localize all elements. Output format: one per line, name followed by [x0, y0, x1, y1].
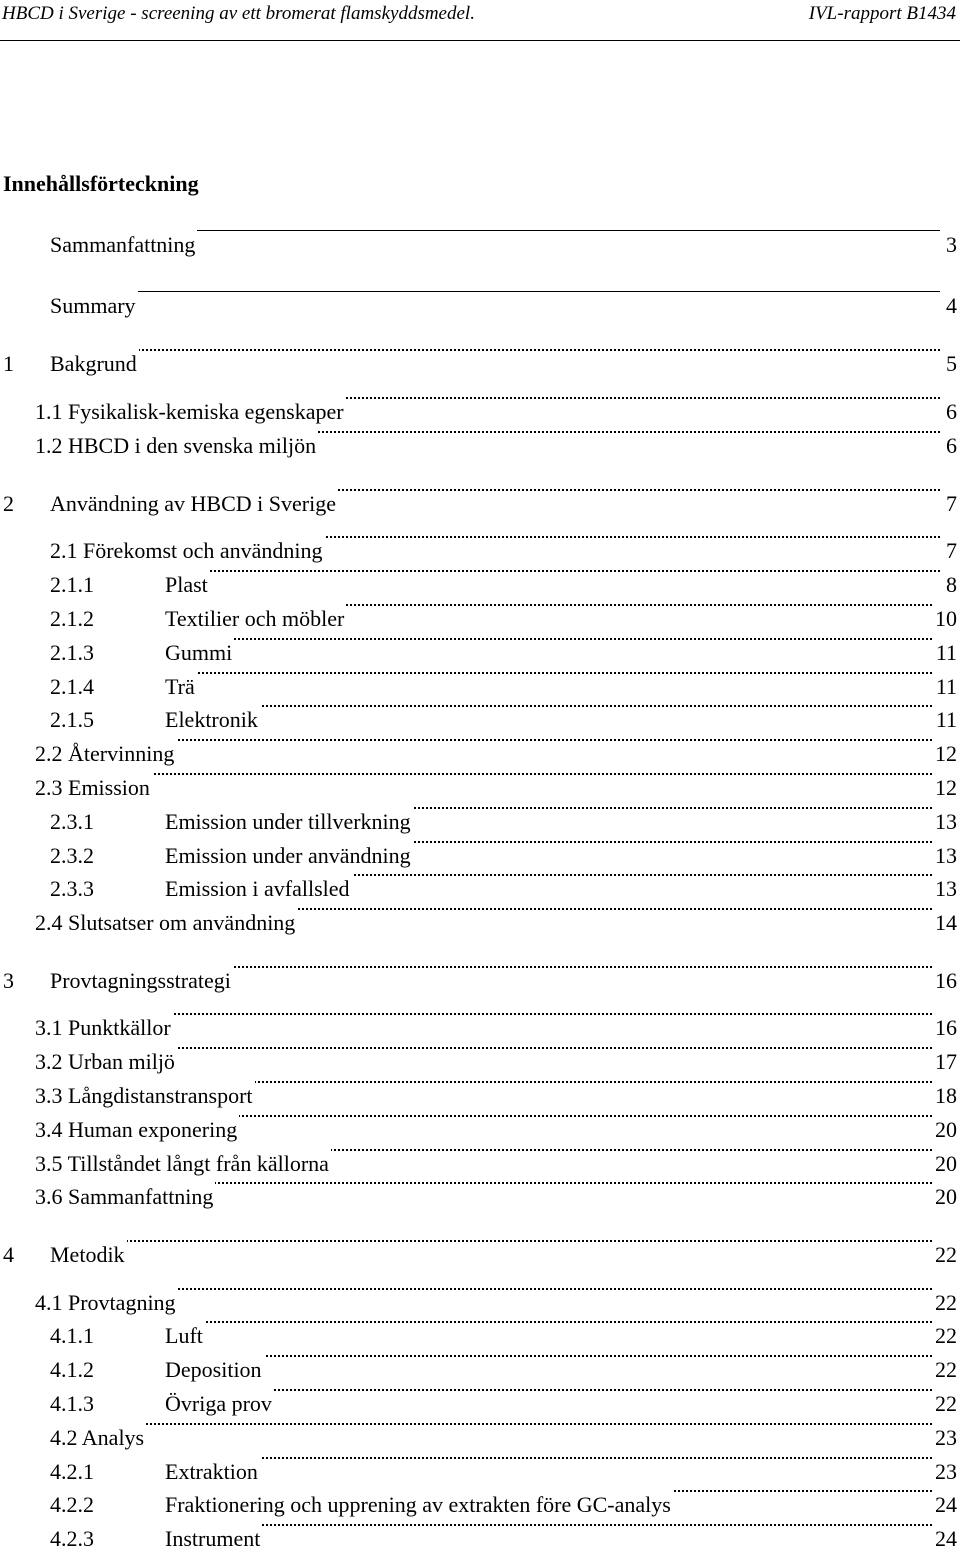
- toc-entry-page: 14: [933, 908, 957, 938]
- toc-entry-page: 6: [944, 397, 957, 427]
- toc-entry-title: Elektronik: [165, 705, 260, 735]
- toc-entry-title: Extraktion: [165, 1457, 260, 1487]
- header-report-number: IVL-rapport B1434: [808, 3, 956, 24]
- toc-entry-title: Sammanfattning: [50, 230, 197, 260]
- toc-entry[interactable]: [0, 1288, 960, 1318]
- toc-entry-page: 13: [933, 807, 957, 837]
- toc-entry[interactable]: [0, 841, 960, 871]
- toc-entry-page: 20: [933, 1182, 957, 1212]
- toc-entry-page: 22: [933, 1240, 957, 1270]
- toc-leader: [165, 638, 940, 640]
- toc-entry-page: 6: [944, 431, 957, 461]
- toc-entry-page: 22: [933, 1389, 957, 1419]
- toc-entry-number: 4.1.2: [50, 1357, 94, 1382]
- toc-entry-title: 3.3 Långdistanstransport: [35, 1081, 255, 1111]
- toc-entry-title: Instrument: [165, 1524, 262, 1554]
- toc-entry-title: Övriga prov: [165, 1389, 274, 1419]
- toc-entry-number: 2.1.2: [50, 606, 94, 631]
- toc-entry-page: 23: [933, 1423, 957, 1453]
- toc-entry-page: 11: [934, 672, 957, 702]
- toc-entry[interactable]: [0, 1013, 960, 1043]
- toc-entry-page: 12: [933, 739, 957, 769]
- toc-entry-title: Gummi: [165, 638, 234, 668]
- toc-entry-page: 18: [933, 1081, 957, 1111]
- toc-entry[interactable]: [0, 1355, 960, 1385]
- toc-entry-page: 5: [944, 349, 957, 379]
- toc-entry[interactable]: [0, 1423, 960, 1453]
- toc-entry-page: 22: [933, 1288, 957, 1318]
- toc-entry-number: 4.1.1: [50, 1323, 94, 1348]
- toc-entry-number: 3: [3, 968, 14, 993]
- toc-leader: [165, 705, 940, 707]
- toc-entry[interactable]: [0, 908, 960, 938]
- toc-entry[interactable]: [0, 1115, 960, 1145]
- toc-entry[interactable]: [0, 807, 960, 837]
- toc-entry-title: Trä: [165, 672, 197, 702]
- toc-entry-title: 3.4 Human exponering: [35, 1115, 239, 1145]
- toc-entry-page: 20: [933, 1149, 957, 1179]
- toc-entry-page: 13: [933, 841, 957, 871]
- toc-entry-title: 2.4 Slutsatser om användning: [35, 908, 297, 938]
- toc-entry[interactable]: [0, 1081, 960, 1111]
- toc-entry-title: 4.1 Provtagning: [35, 1288, 178, 1318]
- toc-entry-title: 3.1 Punktkällor: [35, 1013, 173, 1043]
- toc-entry[interactable]: [0, 397, 960, 427]
- toc-leader: [165, 672, 940, 674]
- toc-leader: [165, 1389, 940, 1391]
- toc-entry-number: 4.2.3: [50, 1526, 94, 1551]
- running-header: [0, 0, 960, 41]
- toc-entry[interactable]: [0, 739, 960, 769]
- toc-leader: [50, 1240, 940, 1242]
- toc-entry-page: 11: [934, 638, 957, 668]
- toc-entry[interactable]: [0, 1149, 960, 1179]
- toc-entry-number: 2.3.2: [50, 843, 94, 868]
- toc-entry[interactable]: [0, 230, 960, 260]
- toc-leader: [165, 570, 940, 572]
- toc-entry[interactable]: [0, 349, 960, 379]
- toc-entry-page: 20: [933, 1115, 957, 1145]
- toc-entry-title: 1.1 Fysikalisk-kemiska egenskaper: [35, 397, 346, 427]
- toc-entry-number: 2.3.1: [50, 809, 94, 834]
- toc-entry-title: Emission under användning: [165, 841, 413, 871]
- toc-entry-page: 3: [944, 230, 957, 260]
- toc-entry[interactable]: [0, 638, 960, 668]
- toc-entry-number: 4.2.1: [50, 1459, 94, 1484]
- toc-entry[interactable]: [0, 291, 960, 321]
- toc-entry-title: Deposition: [165, 1355, 264, 1385]
- toc-entry[interactable]: [0, 773, 960, 803]
- toc-leader: [165, 1457, 940, 1459]
- toc-entry-title: Bakgrund: [50, 349, 139, 379]
- toc-entry-title: 3.6 Sammanfattning: [35, 1182, 215, 1212]
- toc-entry[interactable]: [0, 966, 960, 996]
- header-title: HBCD i Sverige - screening av ett bromerat flamskyddsmedel.: [2, 3, 475, 24]
- toc-entry[interactable]: [0, 489, 960, 519]
- toc-entry-page: 22: [933, 1355, 957, 1385]
- toc-entry[interactable]: [0, 874, 960, 904]
- toc-entry[interactable]: [0, 604, 960, 634]
- toc-leader: [165, 1524, 940, 1526]
- toc-entry-title: Plast: [165, 570, 210, 600]
- toc-entry-page: 12: [933, 773, 957, 803]
- toc-entry-title: Användning av HBCD i Sverige: [50, 489, 338, 519]
- toc-entry-title: Summary: [50, 291, 138, 321]
- toc-entry[interactable]: [0, 705, 960, 735]
- toc-entry-number: 1: [3, 351, 14, 376]
- toc-entry-page: 11: [934, 705, 957, 735]
- toc-entry-page: 13: [933, 874, 957, 904]
- toc-entry-page: 16: [933, 966, 957, 996]
- toc-entry[interactable]: [0, 672, 960, 702]
- toc-entry-number: 2.1.5: [50, 707, 94, 732]
- toc-leader: [35, 773, 940, 775]
- toc-entry-number: 2.1.3: [50, 640, 94, 665]
- toc-entry-title: 2.1 Förekomst och användning: [50, 536, 325, 566]
- toc-entry[interactable]: [0, 1321, 960, 1351]
- toc-heading: Innehållsförteckning: [3, 171, 199, 196]
- toc-entry-title: Textilier och möbler: [165, 604, 346, 634]
- toc-entry-number: 4.1.3: [50, 1391, 94, 1416]
- toc-entry[interactable]: [0, 536, 960, 566]
- toc-entry[interactable]: [0, 1182, 960, 1212]
- toc-entry-title: Emission i avfallsled: [165, 874, 352, 904]
- toc-entry-number: 2.3.3: [50, 876, 94, 901]
- toc-entry-title: Fraktionering och upprening av extrakten före GC-analys: [165, 1490, 673, 1520]
- toc-leader: [165, 1355, 940, 1357]
- toc-leader: [50, 1423, 940, 1425]
- toc-entry-page: 7: [944, 489, 957, 519]
- toc-entry-page: 24: [933, 1524, 957, 1554]
- toc-entry-title: Luft: [165, 1321, 205, 1351]
- toc-entry-title: Emission under tillverkning: [165, 807, 413, 837]
- toc-entry-number: 4.2.2: [50, 1492, 94, 1517]
- toc-entry-page: 16: [933, 1013, 957, 1043]
- toc-entry-page: 4: [944, 291, 957, 321]
- toc-entry-number: 2: [3, 491, 14, 516]
- toc-entry[interactable]: [0, 1240, 960, 1270]
- toc-entry[interactable]: [0, 570, 960, 600]
- toc-entry-title: 1.2 HBCD i den svenska miljön: [35, 431, 318, 461]
- toc-entry-page: 17: [933, 1047, 957, 1077]
- toc-entry-title: 4.2 Analys: [50, 1423, 146, 1453]
- toc-entry[interactable]: [0, 1457, 960, 1487]
- toc-entry-page: 23: [933, 1457, 957, 1487]
- toc-entry[interactable]: [0, 1389, 960, 1419]
- toc-entry-number: 4: [3, 1242, 14, 1267]
- toc-entry-page: 10: [933, 604, 957, 634]
- toc-entry-number: 2.1.1: [50, 572, 94, 597]
- toc-entry-page: 8: [944, 570, 957, 600]
- toc-entry-title: 3.2 Urban miljö: [35, 1047, 177, 1077]
- toc-leader: [50, 291, 940, 292]
- toc-entry-page: 22: [933, 1321, 957, 1351]
- toc-entry-title: Provtagningsstrategi: [50, 966, 233, 996]
- toc-entry-title: 2.3 Emission: [35, 773, 152, 803]
- toc-entry[interactable]: [0, 1047, 960, 1077]
- toc-leader: [165, 1321, 940, 1323]
- toc-leader: [50, 349, 940, 351]
- toc-entry[interactable]: [0, 1524, 960, 1554]
- toc-entry-title: 3.5 Tillståndet långt från källorna: [35, 1149, 331, 1179]
- toc-entry-title: 2.2 Återvinning: [35, 739, 176, 769]
- toc-entry[interactable]: [0, 1490, 960, 1520]
- toc-entry-page: 7: [944, 536, 957, 566]
- toc-entry[interactable]: [0, 431, 960, 461]
- toc-entry-page: 24: [933, 1490, 957, 1520]
- toc-entry-number: 2.1.4: [50, 674, 94, 699]
- toc-entry-title: Metodik: [50, 1240, 127, 1270]
